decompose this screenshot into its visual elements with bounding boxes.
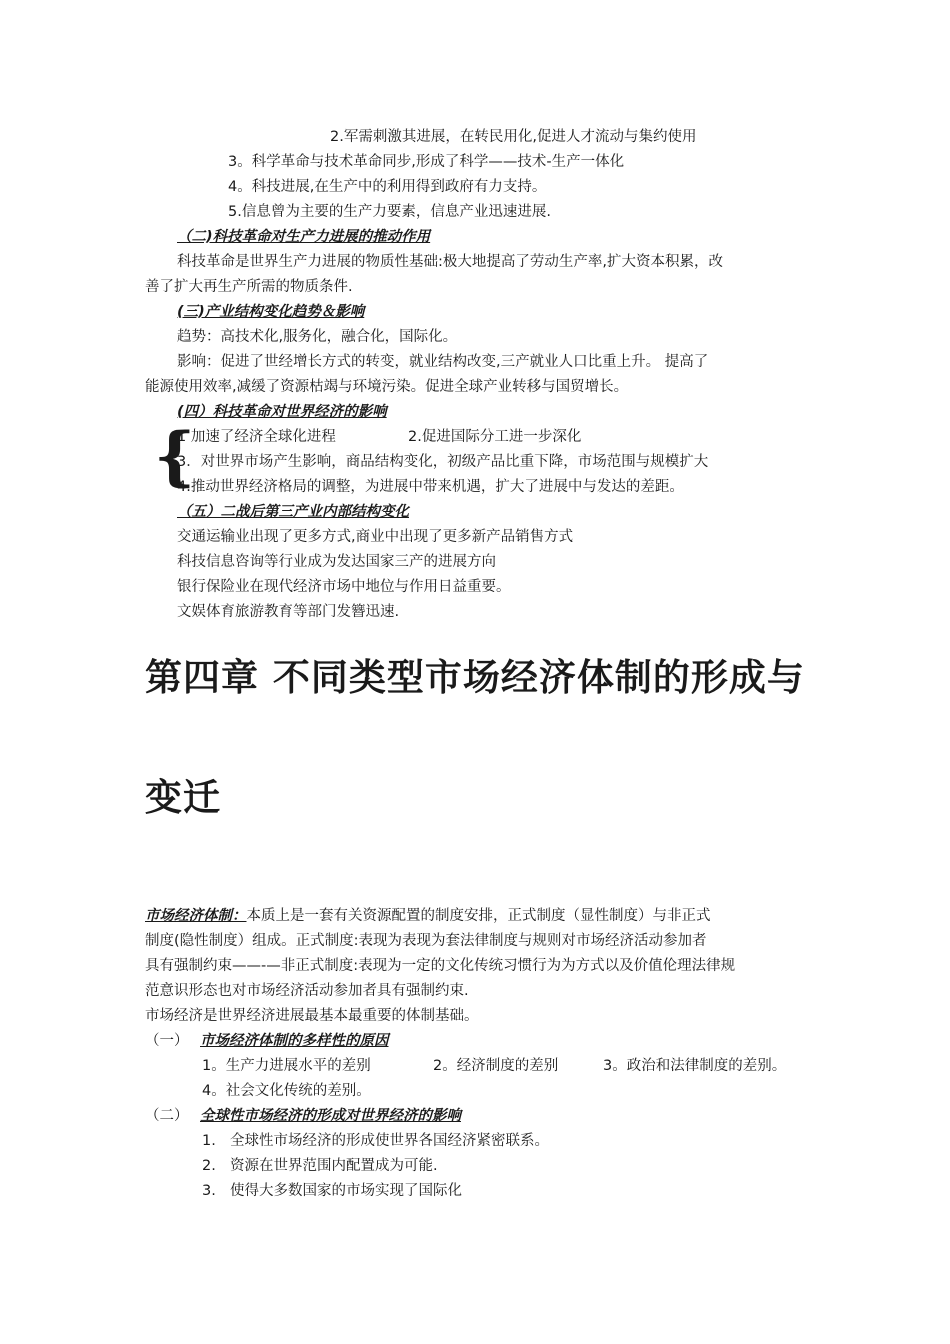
section-number: （二）: [145, 1108, 189, 1124]
section-heading: (四）科技革命对世界经济的影响: [177, 404, 387, 420]
list-item: 2.军需刺激其进展，在转民用化,促进人才流动与集约使用: [330, 129, 697, 145]
chapter-title: 第四章 不同类型市场经济体制的形成与: [145, 656, 805, 699]
list-text: 全球性市场经济的形成使世界各国经济紧密联系。: [230, 1133, 549, 1149]
paragraph-line: 具有强制约束——-—非正式制度:表现为一定的文化传统习惯行为为方式以及价值伦理法律规: [145, 958, 736, 974]
list-item: 3。政治和法律制度的差别。: [603, 1058, 787, 1074]
paragraph-line: 市场经济是世界经济进展最基本最重要的体制基础。: [145, 1008, 479, 1024]
section-heading: (三)产业结构变化趋势＆影响: [177, 304, 365, 320]
list-item: [202, 1131, 549, 1151]
paragraph-line: 趋势：高技术化,服务化，融合化，国际化。: [177, 329, 458, 345]
section-heading: （五）二战后第三产业内部结构变化: [177, 504, 409, 520]
list-item: 3．对世界市场产生影响，商品结构变化，初级产品比重下降，市场范围与规模扩大: [177, 454, 709, 470]
section-title: 市场经济体制的多样性的原因: [200, 1033, 389, 1049]
list-number: 2.: [202, 1158, 216, 1174]
definition-text: 本质上是一套有关资源配置的制度安排，正式制度（显性制度）与非正式: [246, 908, 711, 924]
paragraph-line: 影响：促进了世经增长方式的转变，就业结构改变,三产就业人口比重上升。 提高了: [177, 354, 709, 370]
paragraph-line: 交通运输业出现了更多方式,商业中出现了更多新产品销售方式: [177, 529, 574, 545]
list-number: 1.: [202, 1133, 216, 1149]
section-heading: [145, 1031, 389, 1051]
list-item: 2。经济制度的差别: [433, 1058, 559, 1074]
list-item: 1。生产力进展水平的差别: [202, 1058, 371, 1074]
list-item: 2.促进国际分工进一步深化: [408, 429, 582, 445]
list-item: 4。社会文化传统的差别。: [202, 1083, 371, 1099]
section-heading: [145, 1106, 461, 1126]
section-number: （一）: [145, 1033, 189, 1049]
paragraph-line: 善了扩大再生产所需的物质条件.: [145, 279, 353, 295]
paragraph-line: 科技信息咨询等行业成为发达国家三产的进展方向: [177, 554, 496, 570]
list-item: [202, 1156, 438, 1176]
list-item: 5.信息曾为主要的生产力要素，信息产业迅速进展.: [228, 204, 551, 220]
list-text: 使得大多数国家的市场实现了国际化: [230, 1183, 462, 1199]
paragraph-line: 银行保险业在现代经济市场中地位与作用日益重要。: [177, 579, 511, 595]
paragraph-line: 制度(隐性制度）组成。正式制度:表现为表现为套法律制度与规则对市场经济活动参加者: [145, 933, 707, 949]
list-item: 3。科学革命与技术革命同步,形成了科学——技术-生产一体化: [228, 154, 625, 170]
list-item: [202, 1181, 462, 1201]
section-heading: （二)科技革命对生产力进展的推动作用: [177, 229, 431, 245]
brace-icon: {: [154, 419, 196, 494]
list-item: 4。科技进展,在生产中的利用得到政府有力支持。: [228, 179, 547, 195]
list-item: 4.推动世界经济格局的调整，为进展中带来机遇，扩大了进展中与发达的差距。: [177, 479, 684, 495]
list-number: 3.: [202, 1183, 216, 1199]
paragraph-line: 科技革命是世界生产力进展的物质性基础:极大地提高了劳动生产率,扩大资本积累，改: [177, 254, 723, 270]
list-text: 资源在世界范围内配置成为可能.: [230, 1158, 438, 1174]
chapter-title-continued: 变迁: [145, 776, 221, 819]
definition-term: 市场经济体制：: [145, 908, 247, 924]
paragraph-line: 范意识形态也对市场经济活动参加者具有强制约束.: [145, 983, 469, 999]
paragraph-line: 能源使用效率,减缓了资源枯竭与环境污染。促进全球产业转移与国贸增长。: [145, 379, 629, 395]
paragraph-line: 文娱体育旅游教育等部门发簪迅速.: [177, 604, 400, 620]
list-item: 1 加速了经济全球化进程: [177, 429, 336, 445]
definition-line: [145, 906, 711, 926]
section-title: 全球性市场经济的形成对世界经济的影响: [200, 1108, 461, 1124]
